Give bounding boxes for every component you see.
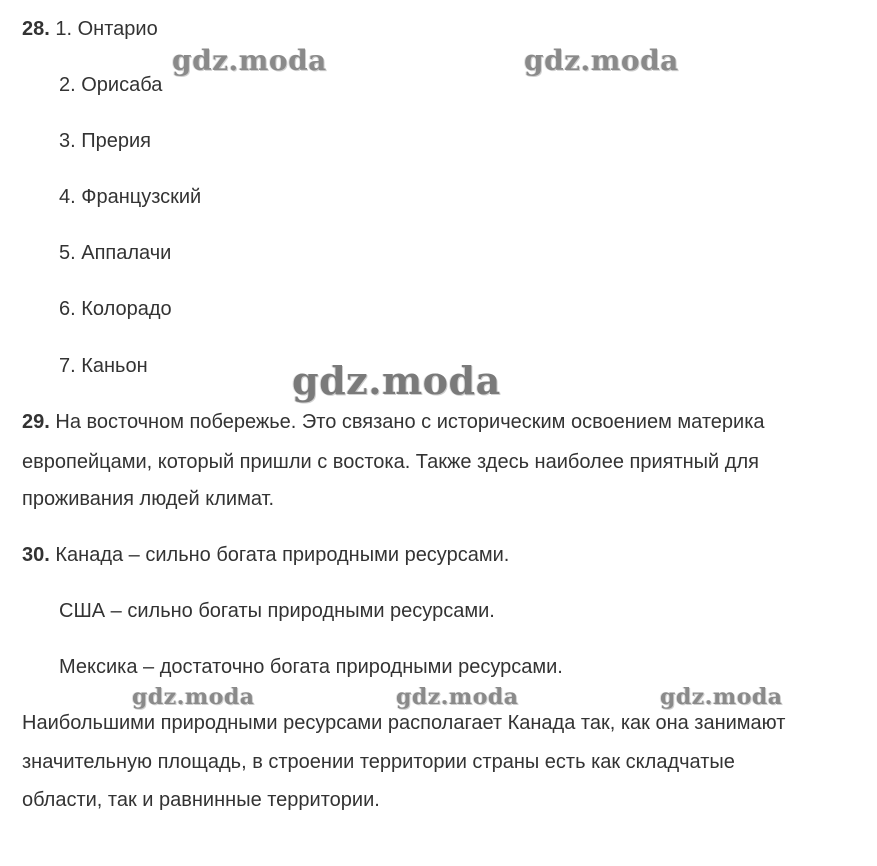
watermark-logo: gdz.moda <box>524 44 679 77</box>
q30-conclusion-2: значительную площадь, в строении территории страны есть как складчатые <box>22 751 735 773</box>
q29-text-1: На восточном побережье. Это связано с историческим освоением материка <box>55 411 765 433</box>
q28-item-5: 5. Аппалачи <box>59 242 172 264</box>
q30-conclusion-1: Наибольшими природными ресурсами располагает Канада так, как она занимают <box>22 712 786 734</box>
q30-item-2: США – сильно богаты природными ресурсами. <box>59 600 495 622</box>
q28-item-2: 2. Орисаба <box>59 74 163 96</box>
q29-text-3: проживания людей климат. <box>22 488 275 510</box>
q29-line-1 <box>22 410 765 434</box>
q30-number: 30. <box>22 544 50 566</box>
q28-item-6: 6. Колорадо <box>59 298 172 320</box>
q30-line-1 <box>22 543 509 567</box>
q30-item-3: Мексика – достаточно богата природными ресурсами. <box>59 656 563 678</box>
watermark-logo: gdz.moda <box>396 684 519 710</box>
q28-item-4: 4. Французский <box>59 186 202 208</box>
q28-item-7: 7. Каньон <box>59 355 148 377</box>
q28-number: 28. <box>22 18 50 40</box>
q29-number: 29. <box>22 411 50 433</box>
q29-text-2: европейцами, который пришли с востока. Также здесь наиболее приятный для <box>22 451 759 473</box>
watermark-logo: gdz.moda <box>132 684 255 710</box>
q28-line-1 <box>22 17 158 41</box>
watermark-logo: gdz.moda <box>660 684 783 710</box>
q30-item-1: Канада – сильно богата природными ресурсами. <box>55 544 510 566</box>
q30-conclusion-3: области, так и равнинные территории. <box>22 789 380 811</box>
q28-item-3: 3. Прерия <box>59 130 151 152</box>
q28-item-1: 1. Онтарио <box>55 18 158 40</box>
watermark-logo: gdz.moda <box>172 44 327 77</box>
watermark-logo: gdz.moda <box>292 358 501 403</box>
